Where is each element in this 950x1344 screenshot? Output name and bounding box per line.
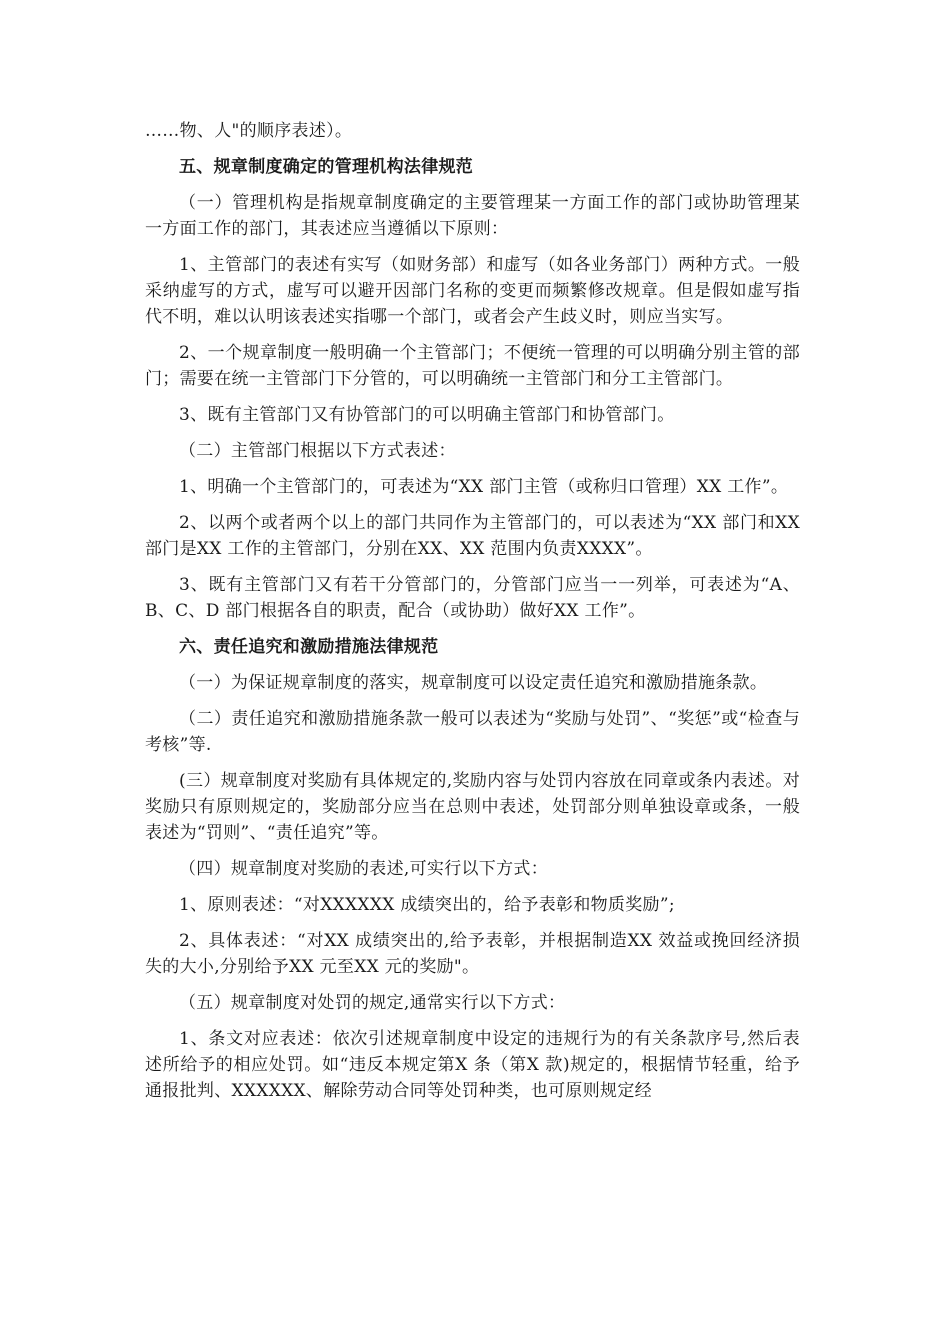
section-heading: 六、责任追究和激励措施法律规范 — [179, 637, 439, 657]
paragraph: 2、以两个或者两个以上的部门共同作为主管部门的，可以表述为“XX 部门和XX部门是XX 工作的主管部门，分别在XX、XX 范围内负责XXXX”。 — [145, 513, 800, 559]
paragraph: 1、原则表述：“对XXXXXX 成绩突出的，给予表彰和物质奖励”; — [179, 895, 675, 915]
paragraph: 1、主管部门的表述有实写（如财务部）和虚写（如各业务部门）两种方式。一般采纳虚写的方式，虚写可以避开因部门名称的变更而频繁修改规章。但是假如虚写指代不明，难以认明该表述实指哪一个部门，或者会产生歧义时，则应当实写。 — [145, 255, 800, 327]
paragraph: （二）责任追究和激励措施条款一般可以表述为“奖励与处罚”、“奖惩”或“检查与考核”等. — [145, 709, 800, 755]
paragraph: ……物、人"的顺序表述）。 — [145, 121, 353, 141]
paragraph: （一）管理机构是指规章制度确定的主要管理某一方面工作的部门或协助管理某一方面工作的部门，其表述应当遵循以下原则： — [145, 193, 800, 239]
paragraph: （一）为保证规章制度的落实，规章制度可以设定责任追究和激励措施条款。 — [179, 673, 768, 693]
paragraph: （五）规章制度对处罚的规定,通常实行以下方式： — [179, 993, 566, 1013]
paragraph: 3、既有主管部门又有若干分管部门的，分管部门应当一一列举，可表述为“A、B、C、D 部门根据各自的职责，配合（或协助）做好XX 工作”。 — [145, 575, 800, 621]
paragraph: （四）规章制度对奖励的表述,可实行以下方式： — [179, 859, 549, 879]
paragraph: 1、条文对应表述：依次引述规章制度中设定的违规行为的有关条款序号,然后表述所给予的相应处罚。如“违反本规定第X 条（第X 款)规定的，根据情节轻重，给予通报批判、XXXXXX、解除劳动合同等处罚种类，也可原则规定经 — [145, 1029, 800, 1101]
paragraph: 2、一个规章制度一般明确一个主管部门；不便统一管理的可以明确分别主管的部门；需要在统一主管部门下分管的，可以明确统一主管部门和分工主管部门。 — [145, 343, 800, 389]
paragraph: 3、既有主管部门又有协管部门的可以明确主管部门和协管部门。 — [179, 405, 675, 425]
paragraph: (三）规章制度对奖励有具体规定的,奖励内容与处罚内容放在同章或条内表述。对奖励只有原则规定的，奖励部分应当在总则中表述，处罚部分则单独设章或条，一般表述为“罚则”、“责任追究”等。 — [145, 771, 800, 843]
paragraph: （二）主管部门根据以下方式表述： — [179, 441, 456, 461]
section-heading: 五、规章制度确定的管理机构法律规范 — [179, 157, 474, 177]
paragraph: 2、具体表述：“对XX 成绩突出的,给予表彰，并根据制造XX 效益或挽回经济损失的大小,分别给予XX 元至XX 元的奖励"。 — [145, 931, 800, 977]
document-page — [145, 118, 800, 1114]
paragraph: 1、明确一个主管部门的，可表述为“XX 部门主管（或称归口管理）XX 工作”。 — [179, 477, 789, 497]
